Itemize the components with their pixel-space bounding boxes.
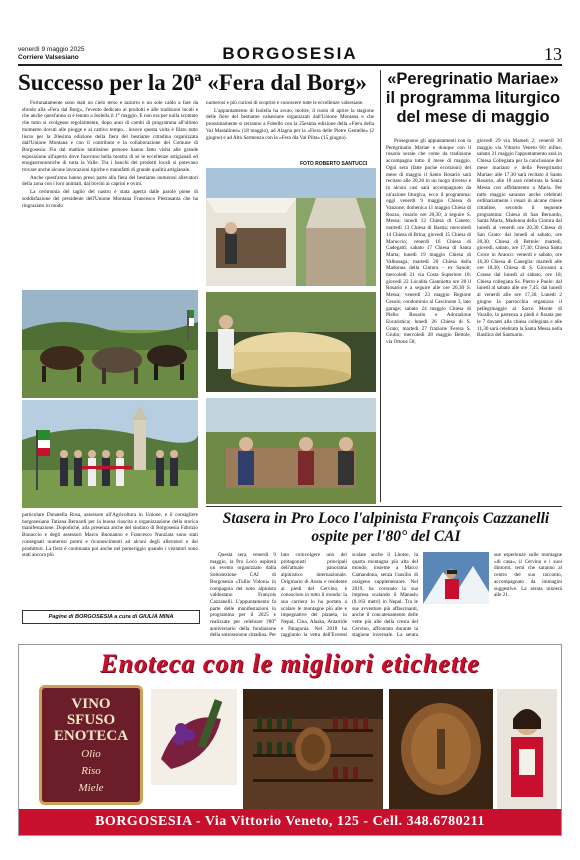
ad-address-bar: BORGOSESIA - Via Vittorio Veneto, 125 - Cell. 348.6780211 — [19, 809, 561, 835]
wine-illustration-image — [151, 689, 237, 785]
group-photo — [22, 400, 198, 508]
fera-column-2 — [206, 100, 374, 158]
market-stall-photo-image — [206, 168, 376, 286]
masthead — [18, 44, 562, 66]
fera-column-bottom — [22, 512, 198, 606]
proloco-column-4 — [494, 552, 562, 638]
issue-date: venerdì 9 maggio 2025 — [18, 46, 85, 53]
cheese-photo — [206, 292, 376, 392]
proloco-paragraph: Questa sera, venerdì 9 maggio, la Pro Loco ospiterà un evento organizzato dalla Sottosezione CAI di Borgosesia «Tullio Vidoni» in compagnia del noto alpinista valdostano François Cazzanelli. L'appuntamento fa parte delle manifestazioni in programma per il 2025 e realizzate per celebrare l'80° anniversario della fondazione della sottosezione cittadina. Per — [210, 552, 276, 638]
group-photo-image — [22, 400, 198, 508]
proloco-column-2 — [281, 552, 347, 638]
fera-paragraph: L'appuntamento di Isolella ha avuto, inoltre, il ruolo di aprire la stagione delle fiere del bestiame valsesiane organizzati dall'Unione Montana e che prossimamente si terranno a Fobello con la 25esima edizione della «Fiera della Val Mastallone» (18 maggio), ad Alagna per la «Fiera delle Pietre Gemelle» (2 giugno) e ad Alto Sermenza con la «Fera dla Val Piita» (15 giugno). — [206, 107, 374, 141]
shopkeeper-photo-image — [497, 689, 557, 809]
vendor-photo-image — [206, 398, 376, 504]
sign-item: Miele — [78, 782, 104, 794]
fera-paragraph: numerosi e più curiosi di scoprire e conoscere tutte le eccellenze valsesiane. — [206, 100, 364, 106]
fera-headline: Successo per la 20ª «Fera dal Borg» — [18, 70, 367, 95]
page-number: 13 — [544, 44, 562, 64]
alpinist-photo — [423, 552, 489, 604]
shopkeeper-photo — [497, 689, 557, 809]
cattle-photo — [22, 290, 198, 398]
proloco-paragraph: scalato anche il Lhotse, la quarta montagna più alta del mondo, insieme a Marco Camandona, senza l'ausilio di ossigeno supplementare. Nel 2019, ha coronato la sua impresa scalando il Manaslu (8.163 metri) in Nepal. Tra le sue avventure più affascinanti, anche il concatenamento delle vette più alte della cresta del Cervino, affrontato durante la stagione invernale. La serata — [352, 552, 418, 638]
sign-line: VINO — [71, 696, 111, 712]
ad-headline: Enoteca con le migliori etichette — [100, 649, 480, 678]
shop-interior-photo-image — [243, 689, 383, 809]
proloco-paragraph: luto coinvolgere uno dei protagonisti principali dell'attuale panorama alpinistico internazionale. Originario di Aosta e residente ai piedi del Cervino, è conosciuto in tutto il mondo: la sua carriera lo ha portato a scalare le montagne più alte e impegnative del pianeta, in Nepal, Cina, Alaska, Antartide e Patagonia. Nel 2018 ha raggiunto la vetta dell'Everest — [281, 552, 347, 638]
cattle-photo-image — [22, 290, 198, 398]
proloco-column-1 — [210, 552, 276, 638]
sign-item: Riso — [81, 765, 101, 777]
peregrinatio-column-1 — [386, 138, 471, 502]
fera-paragraph: La cerimonia del taglio del nastro è stata aperta dalle parole piene di soddisfazione del presidente dell'Unione Montana Francesco Pietrasanta che ha ringraziato in modo — [22, 189, 198, 209]
cheese-photo-image — [206, 292, 376, 392]
wine-illustration — [151, 689, 237, 785]
sign-line: SFUSO — [66, 712, 116, 728]
fera-paragraph: Fortunatamente sono stati un cielo terso e azzurro e un sole caldo a fare da sfondo alla «Fera dal Borg», l'evento dedicato ai prodotti e alle tradizioni locali e che anche quest'anno si è tenuto a Isolella il 1° maggio. E non era per nulla scontato che tutto si svolgesse regolarmente, dopo anni di cambi di programma all'ultimo momento dovuti alle piogge e al cattivo tempo... invece questa volta è filato tutto liscio per la 20esima edizione della fiera del bestiame cittadina organizzata dall'Unione Montana e con il contributo e la collaborazione del Comune di Borgosesia. Fin dal mattino tantissime persone hanno fatto visita alle grande esposizione all'aperto dove facevano bella mostra di sé le eccellenze artigianali ed enogastronomiche di tutta la Valle. Tra i banchi dei prodotti locali si potevano trovare anche alcune lavorazioni tipiche e manufatti di grande qualità artigianale. — [22, 100, 198, 174]
sign-item: Olio — [81, 748, 101, 760]
vendor-photo — [206, 398, 376, 504]
peregrinatio-paragraph: Proseguono gli appuntamenti con la Peregrinatio Mariae e dunque con il rosario serale che come da tradizione accompagna tutto il mese di maggio. Ogni sera (fatte poche eccezioni) del mese di maggio il Santo Rosario sarà recitato alle 20,30 in un luogo diverso e in alcuni casi sarà accompagnato da un'azione liturgica, ecco il programma: oggi venerdì 9 maggio Chiesa di Vanzone; domenica 11 maggio Chiesa di Rozzo, rosario ore 20,30, a seguire S. Messa; lunedì 12 Chiesa di Caneto; martedì 13 Chiesa di Bastia; mercoledì 14 Chiesa di Brina; giovedì 15 Chiesa di Maruccio; venerdì 16 Chiesa di Cadegatti; sabato 17 Chiesa di Santa Marta; lunedì 19 maggio Chiesa di Valbusaga; martedì 20 Chiesa della Madonna della Cintura – ex Sanoit; mercoledì 21 via Costa Superiore 18; giovedì 22 Località Giannietta ore 20 il Rosario e a seguire alle ore 20,30 S. Messa; venerdì 23 maggio Regione Cesolo, condominio al Cascinone 3, lato garage; sabato 24 maggio Chiesa di Plello: Rosario e Adorazione Eucaristica; lunedì 26 Chiesa di S. Grato; martedì 27 frazione Ferera S. Giulio; mercoledì 28 maggio Bettole, via Ottone 58; — [386, 138, 471, 346]
peregrinatio-headline: «Peregrinatio Mariae» il programma liturgico del mese di maggio — [385, 70, 561, 126]
paper-name: Corriere Valsesiano — [18, 54, 79, 61]
market-stall-photo — [206, 168, 376, 286]
proloco-headline: Stasera in Pro Loco l'alpinista François Cazzanelli ospite per l'80° del CAI — [222, 510, 550, 545]
barrel-photo — [389, 689, 493, 809]
shop-interior-photo — [243, 689, 383, 809]
fera-paragraph: Anche quest'anno hanno preso parte alla fiera del bestiame numerosi allevatori della zona con i loro animali, dai bovini ai caprini e ovini. — [22, 174, 198, 188]
section-credit-box: Pagine di BORGOSESIA a cura di GIULIA MINA — [22, 610, 200, 624]
ad-shop-sign — [39, 685, 143, 805]
section-divider — [206, 506, 562, 507]
peregrinatio-column-2 — [477, 138, 562, 502]
column-divider — [380, 70, 381, 502]
enoteca-advertisement — [18, 644, 562, 836]
barrel-photo-image — [389, 689, 493, 809]
proloco-paragraph: sue esperienze sulle montagne «di casa», il Cervino e i suoi dintorni, temi che saranno al centro del suo racconto, accompagnato da immagini suggestive. La serata inizierà alle 21. — [494, 552, 562, 599]
fera-paragraph: particolare Donatella Rosa, assessore all'Agricoltura in Unione, e il consigliere borgosesiano Tatiana Bernardi per la buona riuscita e organizzazione della storica manifestazione. Dopodiché, alla presenza anche del sindaco di Borgosesia Fabrizio Bonaccio e degli assessori Marco Buonanno e Francesco Nunziata sono stati consegnati numerosi premi e riconoscimenti ad alcuni degli allevatori e dei produttori. La fiera è continuata poi anche nel pomeriggio quando i visitatori sono stati ancora più — [22, 512, 198, 559]
proloco-column-3 — [352, 552, 418, 638]
sign-line: ENOTECA — [53, 728, 129, 744]
alpinist-photo-image — [423, 552, 489, 604]
section-title: BORGOSESIA — [222, 44, 358, 63]
photo-credit: FOTO ROBERTO SANTUCCI — [300, 161, 368, 167]
fera-column-1 — [22, 100, 198, 286]
peregrinatio-paragraph: giovedì 29 via Mameli 2; venerdì 30 maggio via Vittorio Veneto 60; infine, sabato 31 maggio l'appuntamento sarà in Chiesa Collegiata per la conclusione del mese mariano e della Peregrinatio Mariae: alle 17,30 sarà recitato il Santo Rosario, alle 18 sarà celebrata la Santa Messa con affidamento a Maria. Per tutto maggio saranno anche celebrati ordinariamente i rosari in alcune chiese cittadine, secondo il seguente programma: Chiesa di San Bernardo, Santa Marta, Madonna della Cintura dal lunedì al venerdì ore 20,30 Chiesa di San Grato: dal lunedì al sabato, ore 20,30; Chiesa di Bettole: martedì, giovedì, sabato, ore 17,30; Chiesa Santa Croce in Aranco: venerdì e sabato, ore 16,30 Chiesa di Caneglia: martedì alle ore 18,30; Chiesa di S. Giovanni a Crasse dal lunedì al sabato, ore 18; Chiesa collegiata Ss. Pietro e Paolo: dal lunedì al sabato alle ore 7,45; dal lunedì al venerdì alle ore 17,30. Lunedì 2 giugno la parrocchia organizza il pellegrinaggio al Sacro Monte di Varallo, la partenza a piedi è fissata per le 7 davanti alla chiesa collegiata e alle 11,30 sarà celebrata la Santa Messa nella Basilica del Santuario. — [477, 138, 562, 339]
